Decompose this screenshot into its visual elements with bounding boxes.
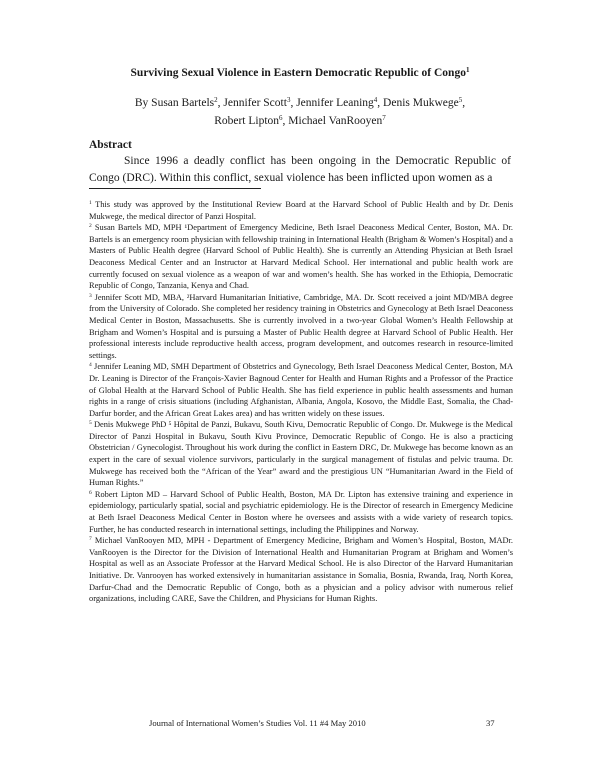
abstract-text: Since 1996 a deadly conflict has been ongoing in the Democratic Republic of Congo (DRC). Within this conflict, sexual violence has been inflicted upon women as a — [89, 155, 511, 184]
footnote-text: Robert Lipton MD – Harvard School of Public Health, Boston, MA Dr. Lipton has extensive training and experience in epidemiology, particularly spatial, social and psychiatric epidemiology. He is the Director of research in Emergency Medicine at Beth Israel Deaconess Medical Center in Boston where he oversees and assists with a wide variety of research topics. Further, he has conducted research in international settings, including the Philippines and Norway. — [89, 489, 513, 534]
footnote-number: 5 — [89, 420, 92, 427]
footnote-item — [89, 361, 513, 419]
footnote-number: 3 — [89, 292, 92, 299]
author-name: By Susan Bartels — [134, 97, 215, 109]
footnote-number: 4 — [89, 362, 92, 369]
footnote-number: 2 — [89, 223, 92, 230]
author-line-1 — [0, 94, 600, 112]
footnote-text: Susan Bartels MD, MPH ¹Department of Emergency Medicine, Beth Israel Deaconess Medical Center, Boston, MA. Dr. Bartels is an emergency room physician with fellowship training in International Health (Brigham & Women’s Hospital) and a Masters of Public Health degree (Harvard School of Public Health). She is currently an Attending Physician at Beth Israel Deaconess Medical Center and an Instructor at Harvard Medical School. Her international and public health work are currently focused on sexual violence as a weapon of war and women’s health. She has worked in the Ethiopia, Democratic Republic of Congo, Tanzania, Kenya and Chad. — [89, 223, 513, 291]
author-footnote-marker: 2 — [214, 96, 218, 104]
footnote-item — [89, 489, 513, 535]
author-line-2 — [0, 112, 600, 130]
author-list — [0, 94, 600, 130]
author-name: Jennifer Scott — [223, 97, 287, 109]
abstract-heading: Abstract — [89, 139, 132, 151]
author-footnote-marker: 5 — [458, 96, 463, 104]
footnote-item — [89, 535, 513, 605]
footnote-text: This study was approved by the Institutional Review Board at the Harvard School of Public Health and by Dr. Denis Mukwege, the medical director of Panzi Hospital. — [89, 200, 513, 221]
footnote-number: 6 — [89, 489, 92, 496]
author-footnote-marker: 4 — [373, 96, 378, 104]
footnote-text: Denis Mukwege PhD ⁵ Hôpital de Panzi, Bukavu, South Kivu, Democratic Republic of Congo. Dr. Mukwege is the Medical Director of Panzi Hospital in Bukavu, South Kivu Province, Democratic Republic of Congo. He is also a practicing Obstetrician / Gynecologist. Throughout his work during the conflict in Eastern DRC, Dr. Mukwege has become known as an expert in the care of sexual violence survivors, particularly in the surgical management of fistulas and pelvic trauma. Dr. Mukwege has received both the “African of the Year” award and the prestigious UN “Humanitarian Award in the Field of Human Rights.” — [89, 420, 513, 488]
footnote-item — [89, 419, 513, 489]
title-footnote-marker: 1 — [465, 66, 470, 74]
footnote-separator — [89, 188, 261, 189]
author-footnote-marker: 3 — [286, 96, 291, 104]
paper-title-text: Surviving Sexual Violence in Eastern Democratic Republic of Congo — [130, 67, 466, 79]
footnote-number: 1 — [89, 200, 92, 206]
author-separator: , — [290, 97, 297, 109]
footnote-item — [89, 222, 513, 292]
footnote-item — [89, 292, 513, 362]
footnote-item — [89, 199, 513, 222]
footnote-number: 7 — [89, 536, 92, 543]
author-separator: , — [217, 97, 224, 109]
author-separator: , — [462, 97, 466, 109]
journal-citation: Journal of International Women’s Studies Vol. 11 #4 May 2010 — [149, 718, 366, 728]
footnotes-section — [89, 199, 513, 605]
author-name: Denis Mukwege — [383, 97, 459, 109]
author-footnote-marker: 6 — [279, 114, 283, 122]
author-separator: , — [282, 115, 289, 127]
author-separator: , — [377, 97, 384, 109]
author-footnote-marker: 7 — [382, 114, 386, 122]
author-name: Jennifer Leaning — [296, 97, 374, 109]
footnote-text: Michael VanRooyen MD, MPH - Department of Emergency Medicine, Brigham and Women’s Hospital, Boston, MADr. VanRooyen is the Director for the Division of International Health and Humanitarian Program at Brigham and Women’s Hospital as well as an Associate Professor at the Harvard Medical School. He is also Director of the Harvard Humanitarian Initiative. Dr. Vanrooyen has worked extensively in humanitarian assistance in Somalia, Bosnia, Rwanda, Iraq, North Korea, Darfur-Chad and the Democratic Republic of Congo, both as a physician and a policy advisor with numerous relief organizations, including CARE, Save the Children, and Physicians for Human Rights. — [89, 536, 513, 604]
author-name: Robert Lipton — [214, 115, 280, 127]
footnote-text: Jennifer Leaning MD, SMH Department of Obstetrics and Gynecology, Beth Israel Deaconess Medical Center, Boston, MA Dr. Leaning is Director of the François-Xavier Bagnoud Center for Health and Human Rights and a Professor of the Practice of Global Health at the Harvard School of Public Health. She has field experience in public health assessments and human rights in a range of crisis situations (including Afghanistan, Albania, Angola, Kosovo, the Middle East, Somalia, the Chad-Darfur border, and the African Great Lakes area) and has written widely on these issues. — [89, 362, 513, 418]
footnote-text: Jennifer Scott MD, MBA, ²Harvard Humanitarian Initiative, Cambridge, MA. Dr. Scott received a joint MD/MBA degree from the University of Colorado. She completed her residency training in Obstetrics and Gynecology at Beth Israel Deaconess Medical Center in Boston, Massachusetts. She is currently involved in a two-year Global Women’s Health Fellowship at Brigham and Women’s Hospital and is pursuing a Master of Public Health degree at Harvard School of Public Health. Her professional interests include reproductive health access, program development, and outcomes research in resource-limited settings. — [89, 292, 513, 360]
page-number: 37 — [486, 718, 495, 728]
author-name: Michael VanRooyen — [288, 115, 383, 127]
paper-title — [0, 67, 600, 79]
